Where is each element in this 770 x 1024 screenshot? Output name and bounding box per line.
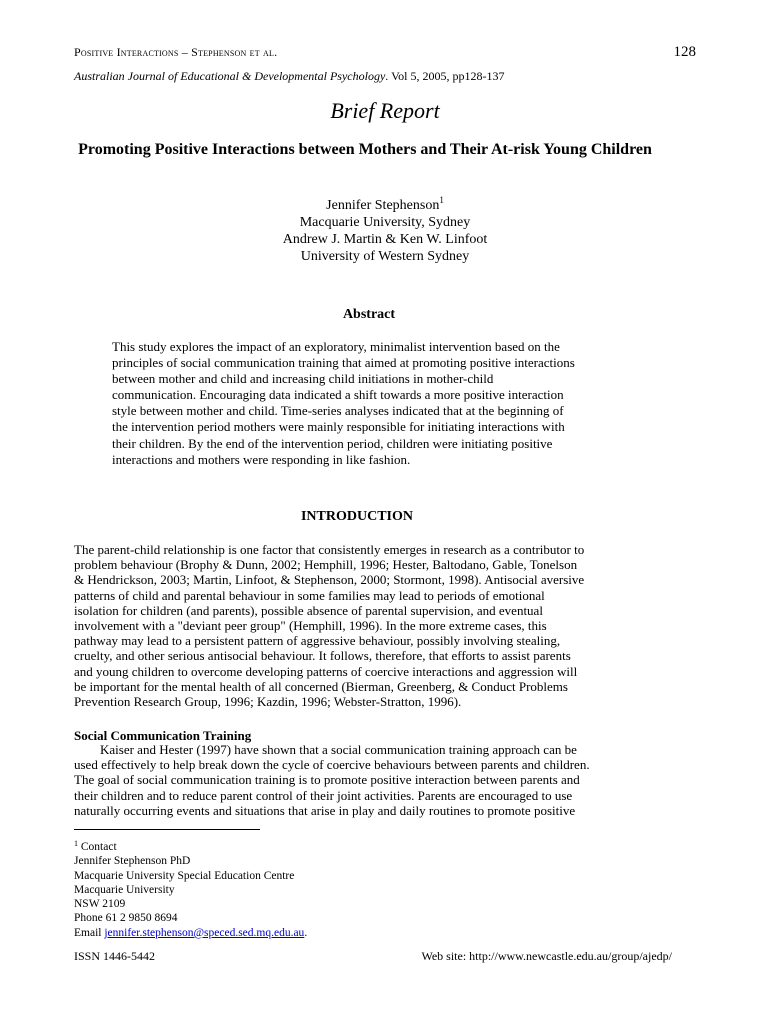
abstract-line: communication. Encouraging data indicated a shift towards a more positive interaction (112, 387, 564, 403)
section-line: Kaiser and Hester (1997) have shown that a social communication training approach can be (74, 742, 577, 757)
footnote-line: Macquarie University (74, 883, 175, 896)
author-1: Jennifer Stephenson$^1$ (326, 195, 444, 213)
abstract-heading: Abstract (342, 307, 396, 322)
footnote-email: Email jennifer.stephenson@speced.sed.mq.edu.au. (74, 926, 308, 939)
intro-line: problem behaviour (Brophy & Dunn, 2002; Hemphill, 1996; Hester, Baltodano, Gable, Tonelson (74, 557, 578, 573)
journal-name: Australian Journal of Educational & Developmental Psychology (74, 69, 386, 83)
abstract-line: style between mother and child. Time-series analyses indicated that at the beginning of (112, 403, 564, 419)
footnote-line: Jennifer Stephenson PhD (74, 855, 191, 868)
introduction-text (74, 542, 640, 709)
footnote-divider (74, 829, 260, 830)
affiliation-2: University of Western Sydney (300, 249, 470, 264)
journal-citation (74, 69, 505, 84)
affiliation-1: Macquarie University, Sydney (299, 215, 471, 230)
abstract-line: interactions and mothers were responding in like fashion. (112, 451, 411, 467)
intro-line: & Hendrickson, 2003; Martin, Linfoot, & Stephenson, 2000; Stormont, 1998). Antisocial aversive (74, 572, 585, 588)
intro-line: be important for the mental health of all concerned (Bierman, Greenberg, & Conduct Problems (74, 678, 568, 694)
section-line: their children and to reduce parent control of their joint activities. Parents are encouraged to use (74, 787, 573, 803)
footnote-contact: $^1$ Contact (74, 839, 117, 853)
abstract-line: This study explores the impact of an exploratory, minimalist intervention based on the (112, 339, 560, 354)
abstract-text (112, 339, 632, 468)
section-text (74, 742, 644, 818)
intro-line: involvement with a "deviant peer group" (Hemphill, 1996). In the more extreme cases, this (74, 618, 547, 634)
intro-line: cruelty, and other serious antisocial behaviour. It follows, therefore, that efforts to assist parents (74, 648, 571, 664)
author-block (0, 192, 770, 265)
volume-pages: . Vol 5, 2005, pp128-137 (385, 69, 505, 83)
intro-line: The parent-child relationship is one factor that consistently emerges in research as a contributor to (74, 542, 585, 557)
introduction-heading: INTRODUCTION (300, 509, 413, 524)
footnote-line: Phone 61 2 9850 8694 (74, 912, 178, 925)
section-line: The goal of social communication training is to promote positive interaction between parents and (74, 772, 580, 788)
website-url: Web site: http://www.newcastle.edu.au/group/ajedp/ (421, 949, 672, 963)
section-heading: Social Communication Training (74, 728, 252, 743)
intro-line: pathway may lead to a persistent pattern of aggressive behaviour, possibly involving stealing, (74, 633, 561, 649)
article-title: Promoting Positive Interactions between Mothers and Their At-risk Young Children (78, 141, 652, 158)
abstract-line: principles of social communication training that aimed at promoting positive interactions (112, 355, 575, 371)
section-line: used effectively to help break down the cycle of coercive behaviours between parents and children. (74, 757, 590, 773)
section-line: naturally occurring events and situations that arise in play and daily routines to promote positive (74, 802, 576, 818)
footnote-line: NSW 2109 (74, 898, 126, 911)
intro-line: Prevention Research Group, 1996; Kazdin, 1996; Webster-Stratton, 1996). (74, 694, 462, 710)
abstract-line: their children. By the end of the intervention period, children were initiating positive (112, 435, 553, 451)
author-2: Andrew J. Martin & Ken W. Linfoot (282, 232, 488, 247)
abstract-line: the intervention period mothers were mainly responsible for initiating interactions with (112, 419, 565, 435)
email-link[interactable]: jennifer.stephenson@speced.sed.mq.edu.au (104, 926, 305, 939)
intro-line: and young children to overcome developing patterns of coercive interactions and aggression will (74, 663, 578, 679)
page-number: 128 (673, 44, 696, 60)
abstract-line: between mother and child and increasing child initiations in mother-child (112, 371, 494, 387)
article-type-label: Brief Report (330, 98, 440, 123)
intro-line: isolation for children (and parents), possible absence of parental supervision, and eventual (74, 602, 543, 618)
running-head: Positive Interactions – Stephenson et al. (74, 45, 278, 59)
issn: ISSN 1446-5442 (74, 949, 156, 963)
intro-line: patterns of child and parental behaviour in some families may lead to periods of emotional (74, 587, 545, 603)
footnote (74, 837, 307, 940)
footnote-line: Macquarie University Special Education Centre (74, 869, 295, 882)
